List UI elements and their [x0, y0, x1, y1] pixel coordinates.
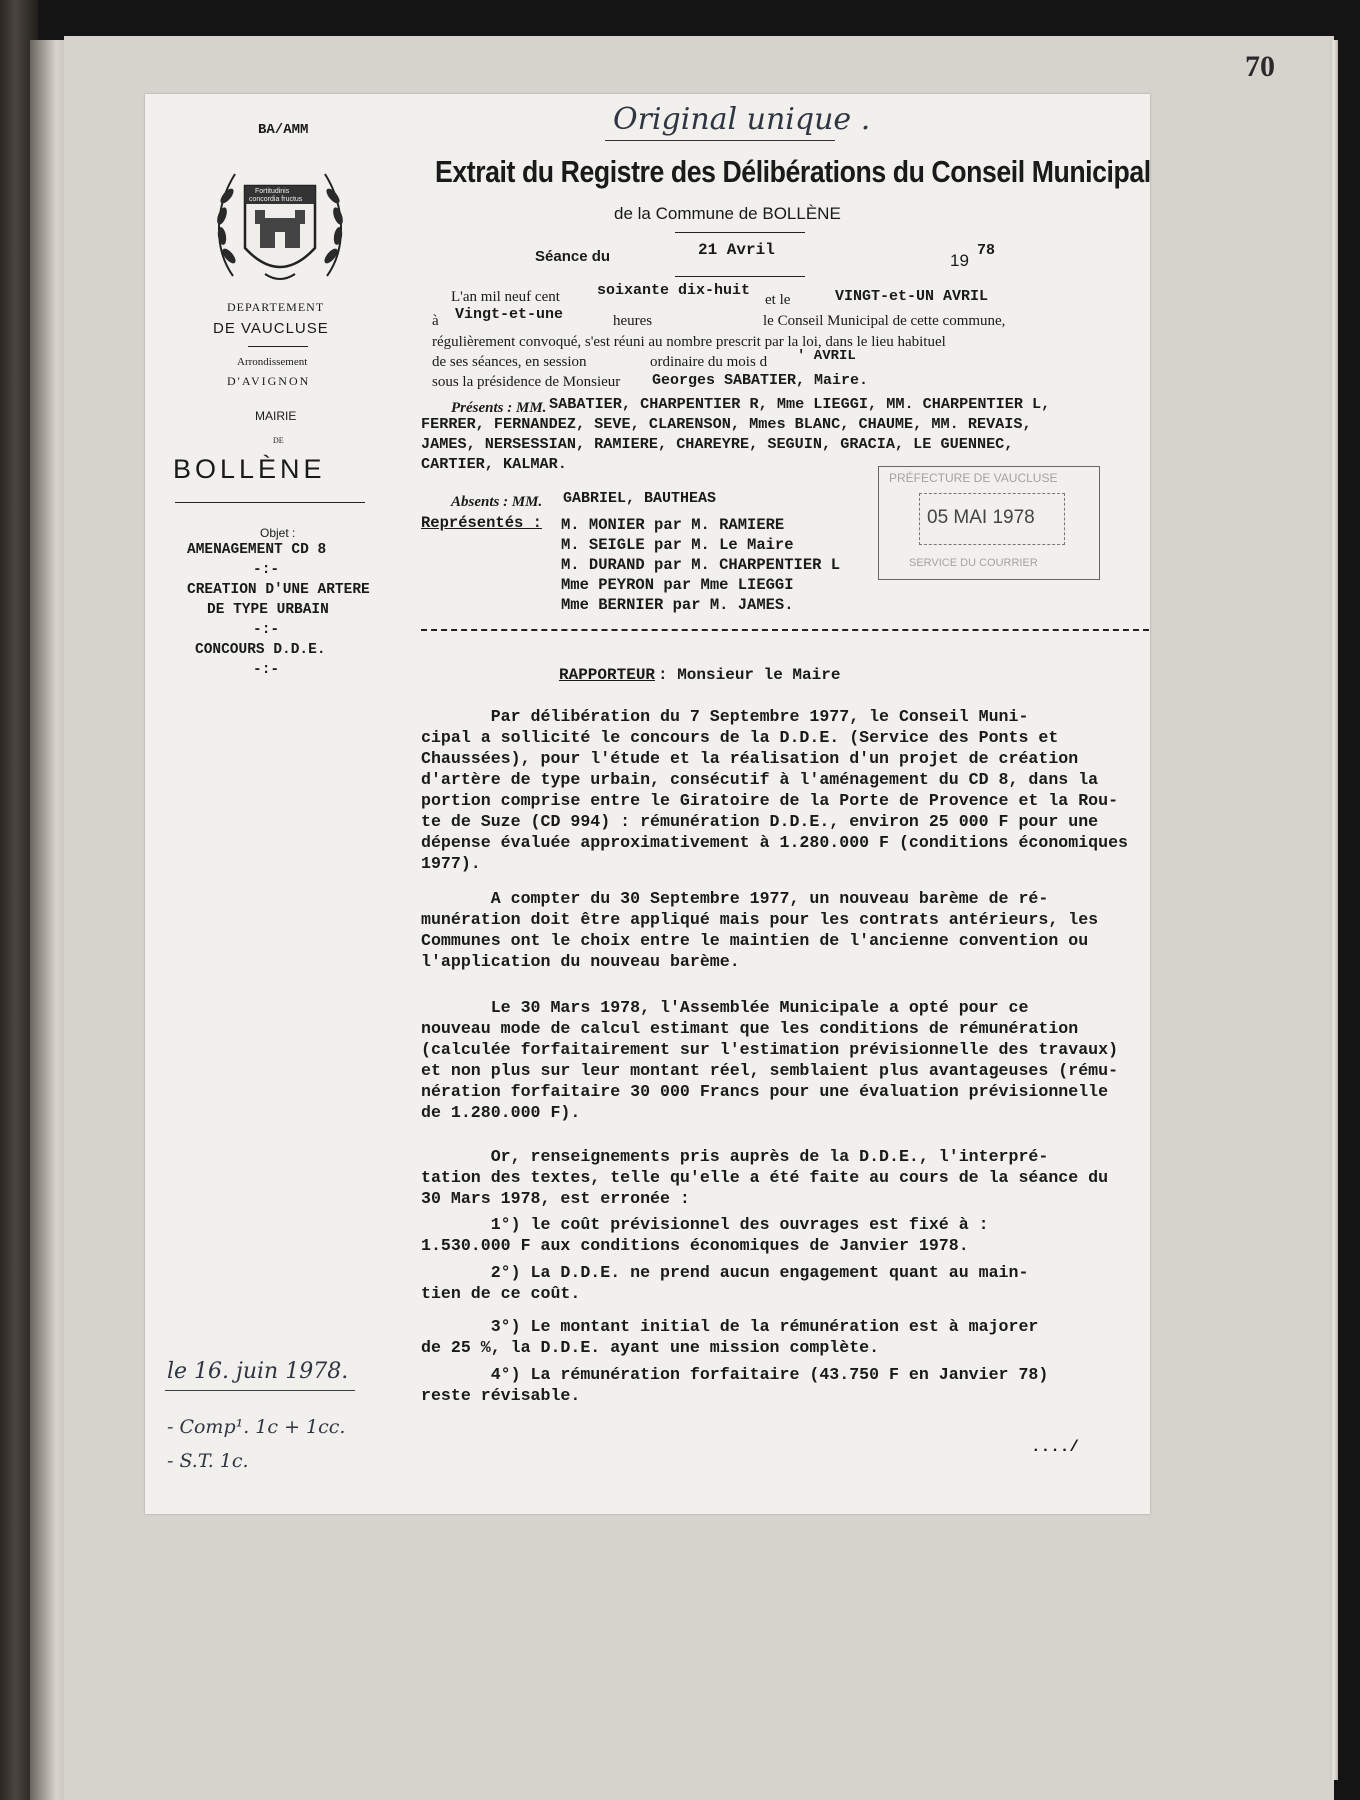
seance-date: 21 Avril [698, 241, 775, 259]
presents-line-4: CARTIER, KALMAR. [421, 455, 567, 473]
presents-line-1: SABATIER, CHARPENTIER R, Mme LIEGGI, MM. CHARPENTIER L, [549, 395, 1051, 413]
objet-line-1: AMENAGEMENT CD 8 [187, 542, 327, 558]
seance-year-prefix: 19 [950, 251, 969, 270]
margin-note-underline [165, 1390, 355, 1391]
sidebar-departement-label: DEPARTEMENT [227, 300, 325, 314]
document-title: Extrait du Registre des Délibérations du Conseil Municipal [435, 154, 1151, 189]
paragraph-4: Or, renseignements pris auprès de la D.D.E., l'interpré- tation des textes, telle qu'elle a été faite au cours de la séance du 30 Mars 1978, est erronée : [421, 1147, 1109, 1208]
presents-label: Présents : MM. [451, 400, 547, 416]
paragraph-2: A compter du 30 Septembre 1977, un nouveau barème de ré- munération doit être appliqué mais pour les contrats antérieurs, les Communes ont le choix entre le maintien de l'ancienne convention ou l'application du nouveau barème. [421, 889, 1099, 971]
item-2: 2°) La D.D.E. ne prend aucun engagement quant au main- tien de ce coût. [421, 1263, 1029, 1303]
paragraph-1: Par délibération du 7 Septembre 1977, le Conseil Muni- cipal a sollicité le concours de la D.D.E. (Service des Ponts et Chaussées), pour l'étude et la réalisation d'un projet de création d'artère de type urbain, consécutif à l'aménagement du CD 8, dans la portion comprise entre le Giratoire de la Porte de Provence et la Rou- te de Suze (CD 994) : rémunération D.D.E., environ 25 000 F pour une dépense évaluée approximativement à 1.280.000 F (conditions économiques 1977). [421, 707, 1129, 873]
preamble-l1-a: L'an mil neuf cent [451, 289, 560, 305]
margin-note-line-1: le 16. juin 1978. [167, 1359, 349, 1384]
item-3: 3°) Le montant initial de la rémunération est à majorer de 25 %, la D.D.E. ayant une mission complète. [421, 1317, 1039, 1357]
preamble-l4-month: ' AVRIL [797, 348, 856, 364]
stamp-date: 05 MAI 1978 [927, 507, 1035, 528]
document-subtitle: de la Commune de BOLLÈNE [614, 204, 841, 223]
preamble-l1-c: et le [765, 292, 791, 308]
objet-line-5: -:- [253, 622, 280, 638]
reception-stamp [878, 466, 1100, 580]
preamble-l2-a: à [432, 313, 439, 329]
objet-line-7: -:- [253, 662, 280, 678]
rapporteur-label: RAPPORTEUR [559, 666, 656, 684]
preamble-l2-d: le Conseil Municipal de cette commune, [763, 313, 1006, 329]
handwritten-underline [605, 140, 835, 141]
presents-line-3: JAMES, NERSESSIAN, RAMIERE, CHAREYRE, SEGUIN, GRACIA, LE GUENNEC, [421, 435, 1014, 453]
paragraph-3: Le 30 Mars 1978, l'Assemblée Municipale a opté pour ce nouveau mode de calcul estimant que les conditions de rémunération (calculée forfaitairement sur l'estimation prévisionnelle des travaux) et non plus sur leur montant réel, semblaient plus avantageuses (rému- nération forfaitaire 30 000 Francs pour une évaluation prévisionnelle de 1.280.000 F). [421, 998, 1119, 1122]
preamble-l1-year: soixante dix-huit [597, 282, 751, 299]
preamble-l5-president: Georges SABATIER, Maire. [652, 372, 869, 389]
register-page-edge [1330, 40, 1338, 1780]
rapporteur-name: : Monsieur le Maire [658, 666, 841, 684]
item-4: 4°) La rémunération forfaitaire (43.750 F en Janvier 78) reste révisable. [421, 1365, 1049, 1405]
sidebar-divider-2 [175, 502, 365, 503]
handwritten-top-note: Original unique . [613, 102, 871, 137]
sidebar-arrondissement-name: D'AVIGNON [227, 374, 311, 388]
represented-label: Représentés : [421, 514, 542, 532]
sidebar-arrondissement-label: Arrondissement [237, 356, 308, 368]
folio-number: 70 [1245, 50, 1275, 83]
seance-year-suffix: 78 [977, 242, 996, 259]
preamble-l4-a: de ses séances, en session [432, 354, 587, 370]
stamp-bottom-text: SERVICE DU COURRIER [909, 557, 1038, 569]
preamble-l2-hour: Vingt-et-une [455, 306, 564, 323]
presents-line-2: FERRER, FERNANDEZ, SEVE, CLARENSON, Mmes BLANC, CHAUME, MM. REVAIS, [421, 415, 1032, 433]
seance-label: Séance du [535, 248, 611, 265]
item-1: 1°) le coût prévisionnel des ouvrages est fixé à : 1.530.000 F aux conditions économiques de Janvier 1978. [421, 1215, 989, 1255]
objet-line-2: -:- [253, 562, 280, 578]
deliberation-sheet [145, 94, 1150, 1514]
preamble-l4-b: ordinaire du mois d [650, 354, 768, 370]
objet-line-4: DE TYPE URBAIN [207, 602, 329, 618]
sidebar-mairie-label: MAIRIE [255, 409, 297, 423]
stamp-top-text: PRÉFECTURE DE VAUCLUSE [889, 471, 1058, 485]
represented-line-3: M. DURAND par M. CHARPENTIER L [561, 556, 841, 574]
crest-motto-line-1: Fortitudinis [255, 188, 290, 195]
preamble-l5-a: sous la présidence de Monsieur [432, 374, 621, 390]
represented-line-1: M. MONIER par M. RAMIERE [561, 516, 785, 534]
represented-line-4: Mme PEYRON par Mme LIEGGI [561, 576, 794, 594]
preamble-l1-date: VINGT-et-UN AVRIL [835, 288, 989, 305]
objet-label: Objet : [260, 526, 296, 540]
reference-code: BA/AMM [258, 122, 309, 138]
margin-note-line-2: - Comp¹. 1c + 1cc. [167, 1416, 346, 1438]
sidebar-de-label: DE [273, 436, 284, 445]
objet-line-3: CREATION D'UNE ARTERE [187, 582, 370, 598]
crest-motto-line-2: concordia fructus [249, 196, 303, 203]
date-rule [675, 276, 805, 277]
objet-line-6: CONCOURS D.D.E. [195, 642, 326, 658]
continuation-mark: ..../ [1031, 1438, 1080, 1456]
bollene-coat-of-arms-icon [205, 156, 355, 291]
absents-label: Absents : MM. [451, 494, 543, 510]
subtitle-rule [675, 232, 805, 233]
preamble-l2-c: heures [613, 313, 653, 329]
preamble-l3: régulièrement convoqué, s'est réuni au nombre prescrit par la loi, dans le lieu habituel [432, 334, 946, 350]
represented-line-2: M. SEIGLE par M. Le Maire [561, 536, 794, 554]
sidebar-town: BOLLÈNE [173, 454, 326, 484]
sidebar-divider-1 [248, 346, 308, 347]
margin-note-line-3: - S.T. 1c. [167, 1450, 249, 1472]
section-separator [421, 629, 1149, 631]
absents-names: GABRIEL, BAUTHEAS [563, 490, 717, 507]
sidebar-departement-name: DE VAUCLUSE [213, 320, 329, 337]
represented-line-5: Mme BERNIER par M. JAMES. [561, 596, 794, 614]
